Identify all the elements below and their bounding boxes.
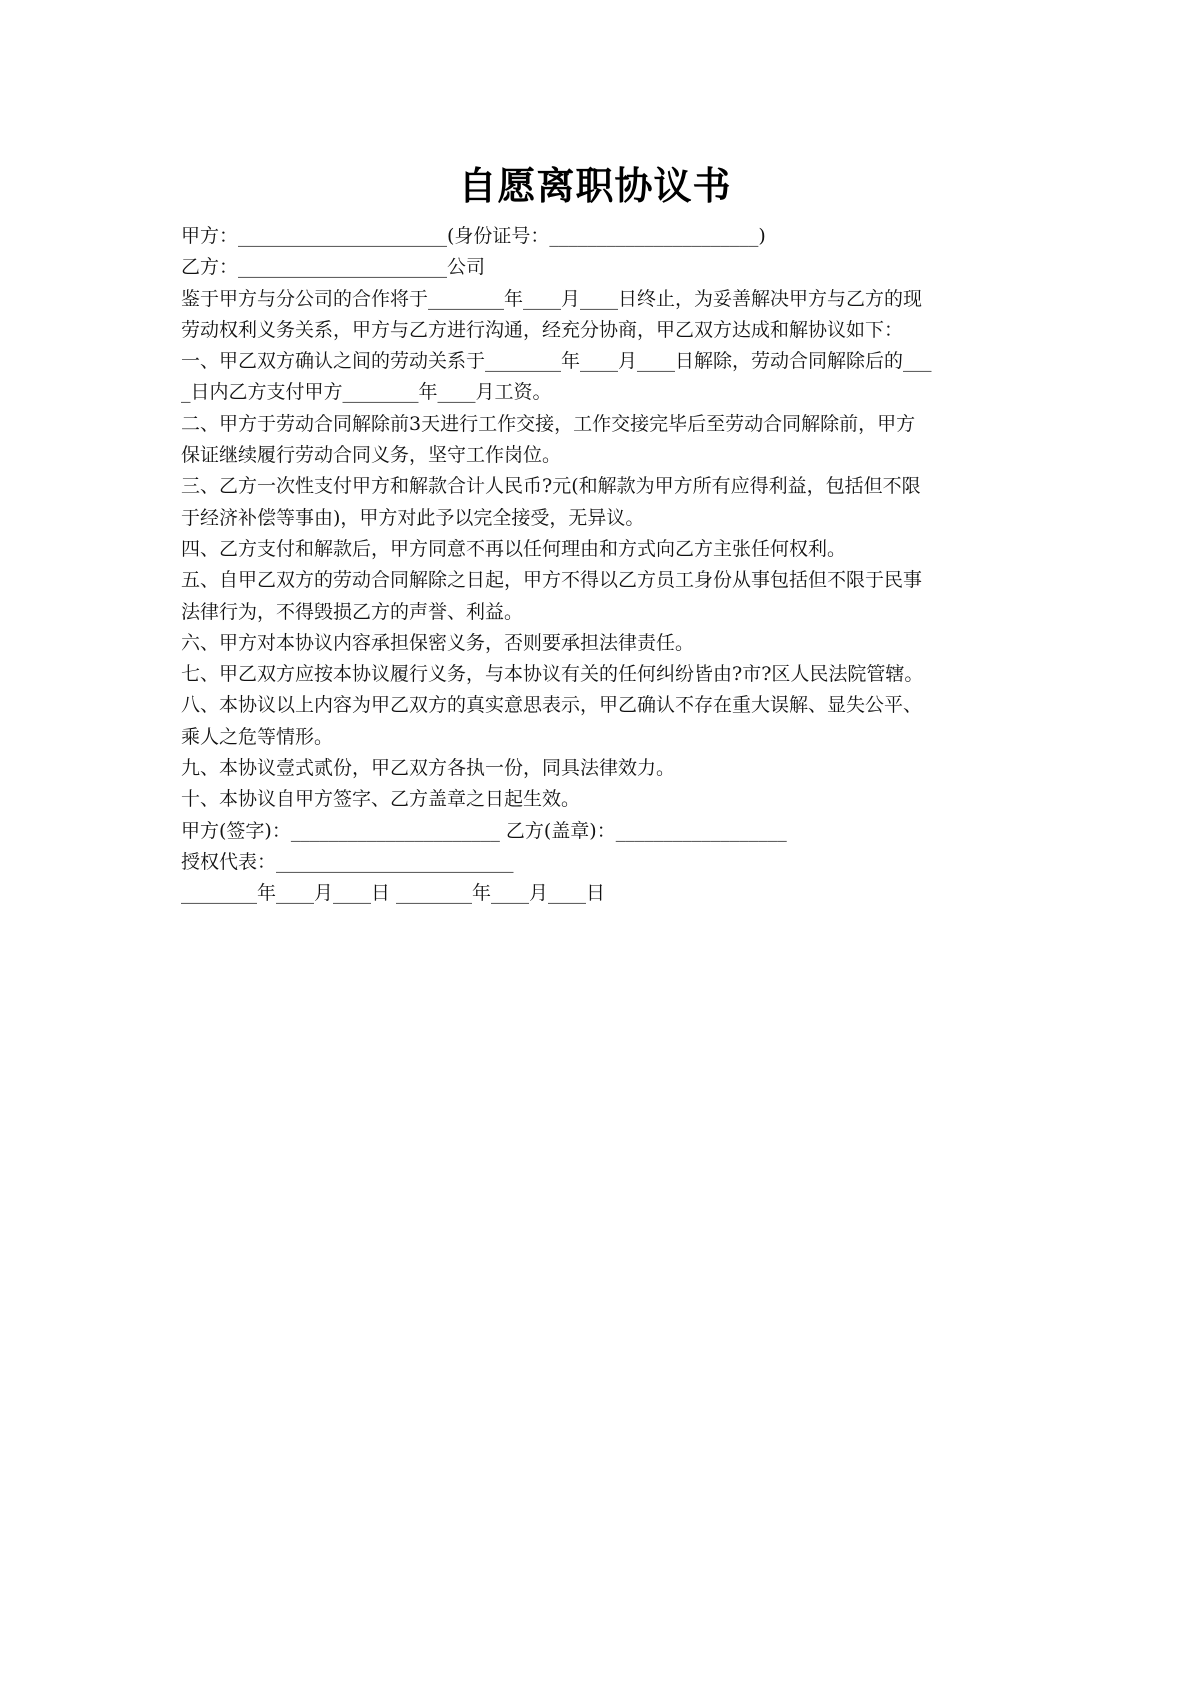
- document-body: [181, 221, 1011, 910]
- clause-7-line: 七、甲乙双方应按本协议履行义务，与本协议有关的任何纠纷皆由?市?区人民法院管辖。: [181, 663, 924, 686]
- clause-9-line: 九、本协议壹式贰份，甲乙双方各执一份，同具法律效力。: [181, 757, 676, 780]
- document-title: 自愿离职协议书: [458, 164, 732, 208]
- clause-1-line-2: _日内乙方支付甲方________年____月工资。: [181, 381, 552, 404]
- authorized-rep-line: 授权代表：_________________________: [181, 850, 514, 873]
- clause-3-line-1: 三、乙方一次性支付甲方和解款合计人民币?元(和解款为甲方所有应得利益，包括但不限: [181, 475, 921, 498]
- clause-3-line-2: 于经济补偿等事由)，甲方对此予以完全接受，无异议。: [181, 506, 645, 529]
- clause-5-line-1: 五、自甲乙双方的劳动合同解除之日起，甲方不得以乙方员工身份从事包括但不限于民事: [181, 569, 923, 592]
- clause-5-line-2: 法律行为，不得毁损乙方的声誉、利益。: [181, 600, 524, 623]
- party-a-line: 甲方：______________________(身份证号：______________________): [181, 225, 766, 247]
- clause-2-line-2: 保证继续履行劳动合同义务，坚守工作岗位。: [181, 444, 562, 467]
- preamble-line-1: 鉴于甲方与分公司的合作将于________年____月____日终止，为妥善解决甲方与乙方的现: [181, 287, 923, 310]
- date-line: ________年____月____日 ________年____月____日: [181, 882, 606, 905]
- party-b-line: 乙方：______________________公司: [181, 256, 486, 279]
- clause-1-line-1: 一、甲乙双方确认之间的劳动关系于________年____月____日解除，劳动合同解除后的___: [181, 350, 932, 373]
- clause-8-line-1: 八、本协议以上内容为甲乙双方的真实意思表示，甲乙确认不存在重大误解、显失公平、: [181, 694, 923, 717]
- clause-6-line: 六、甲方对本协议内容承担保密义务，否则要承担法律责任。: [181, 631, 695, 654]
- clause-2-line-1: 二、甲方于劳动合同解除前3天进行工作交接，工作交接完毕后至劳动合同解除前，甲方: [181, 412, 916, 435]
- signature-line: 甲方(签字)：______________________ 乙方(盖章)：__________________: [181, 819, 787, 842]
- clause-8-line-2: 乘人之危等情形。: [181, 725, 334, 748]
- clause-10-line: 十、本协议自甲方签字、乙方盖章之日起生效。: [181, 788, 581, 811]
- clause-4-line: 四、乙方支付和解款后，甲方同意不再以任何理由和方式向乙方主张任何权利。: [181, 537, 847, 560]
- preamble-line-2: 劳动权利义务关系，甲方与乙方进行沟通，经充分协商，甲乙双方达成和解协议如下：: [181, 318, 904, 341]
